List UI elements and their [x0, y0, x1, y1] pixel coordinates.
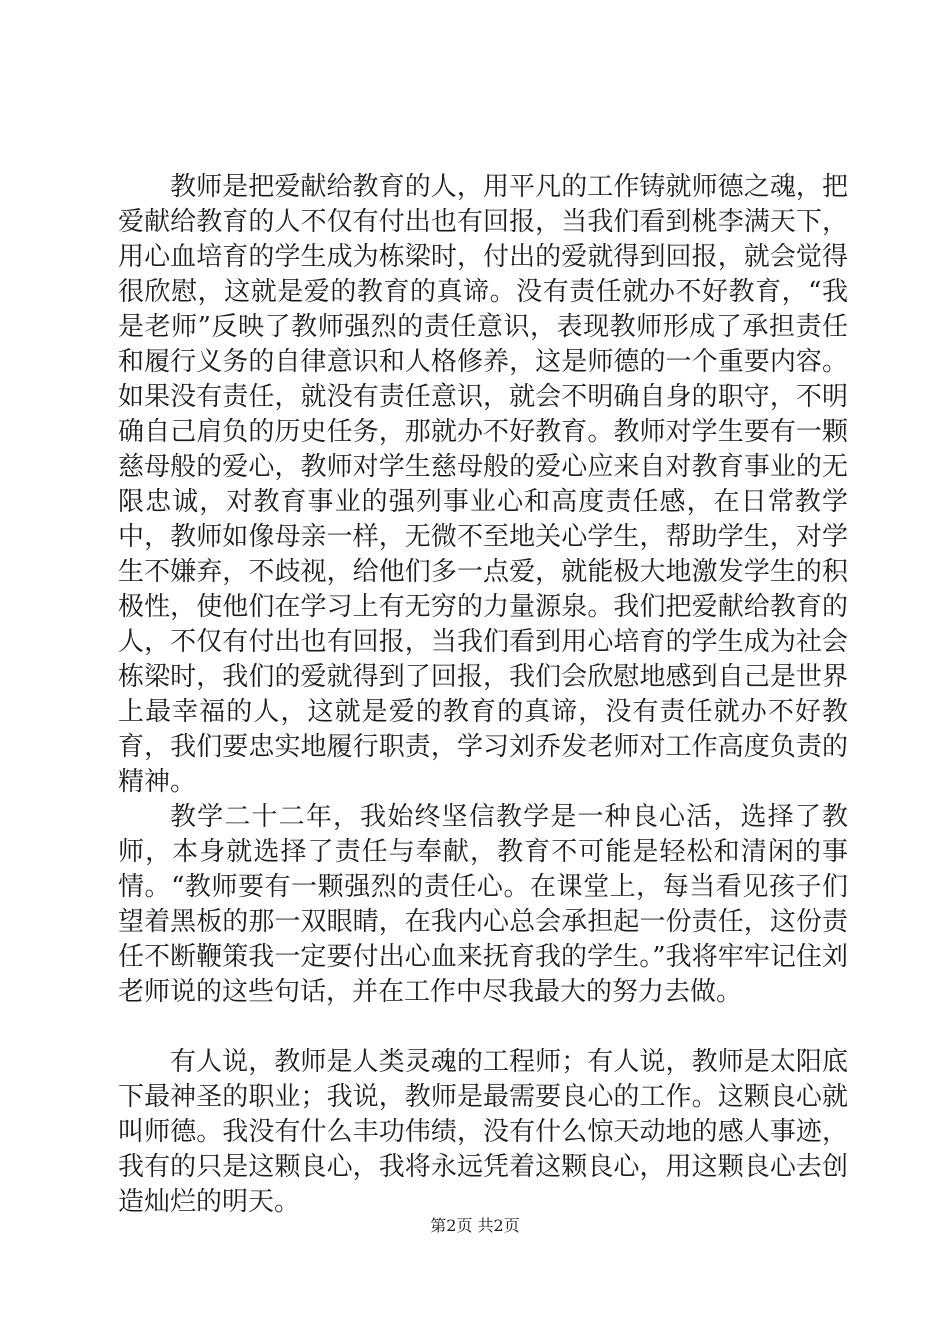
document-body: [118, 170, 848, 1220]
paragraph-1: 教师是把爱献给教育的人，用平凡的工作铸就师德之魂，把爱献给教育的人不仅有付出也有回报，当我们看到桃李满天下，用心血培育的学生成为栋梁时，付出的爱就得到回报，就会觉得很欣慰，这就是爱的教育的真谛。没有责任就办不好教育，“我是老师”反映了教师强烈的责任意识，表现教师形成了承担责任和履行义务的自律意识和人格修养，这是师德的一个重要内容。如果没有责任，就没有责任意识，就会不明确自身的职守，不明确自己肩负的历史任务，那就办不好教育。教师对学生要有一颗慈母般的爱心，教师对学生慈母般的爱心应来自对教育事业的无限忠诚，对教育事业的强列事业心和高度责任感，在日常教学中，教师如像母亲一样，无微不至地关心学生，帮助学生，对学生不嫌弃，不歧视，给他们多一点爱，就能极大地激发学生的积极性，使他们在学习上有无穷的力量源泉。我们把爱献给教育的人，不仅有付出也有回报，当我们看到用心培育的学生成为社会栋梁时，我们的爱就得到了回报，我们会欣慰地感到自己是世界上最幸福的人，这就是爱的教育的真谛，没有责任就办不好教育，我们要忠实地履行职责，学习刘乔发老师对工作高度负责的精神。: [118, 172, 848, 797]
paragraph-2: 教学二十二年，我始终坚信教学是一种良心活，选择了教师，本身就选择了责任与奉献，教育不可能是轻松和清闲的事情。“教师要有一颗强烈的责任心。在课堂上，每当看见孩子们望着黑板的那一双眼睛，在我内心总会承担起一份责任，这份责任不断鞭策我一定要付出心血来抚育我的学生。”我将牢牢记住刘老师说的这些句话，并在工作中尽我最大的努力去做。: [118, 802, 848, 1007]
page-number-footer: 第2页 共2页: [430, 1216, 520, 1235]
paragraph-3: 有人说，教师是人类灵魂的工程师；有人说，教师是太阳底下最神圣的职业；我说，教师是最需要良心的工作。这颗良心就叫师德。我没有什么丰功伟绩，没有什么惊天动地的感人事迹，我有的只是这颗良心，我将永远凭着这颗良心，用这颗良心去创造灿烂的明天。: [118, 1047, 848, 1217]
